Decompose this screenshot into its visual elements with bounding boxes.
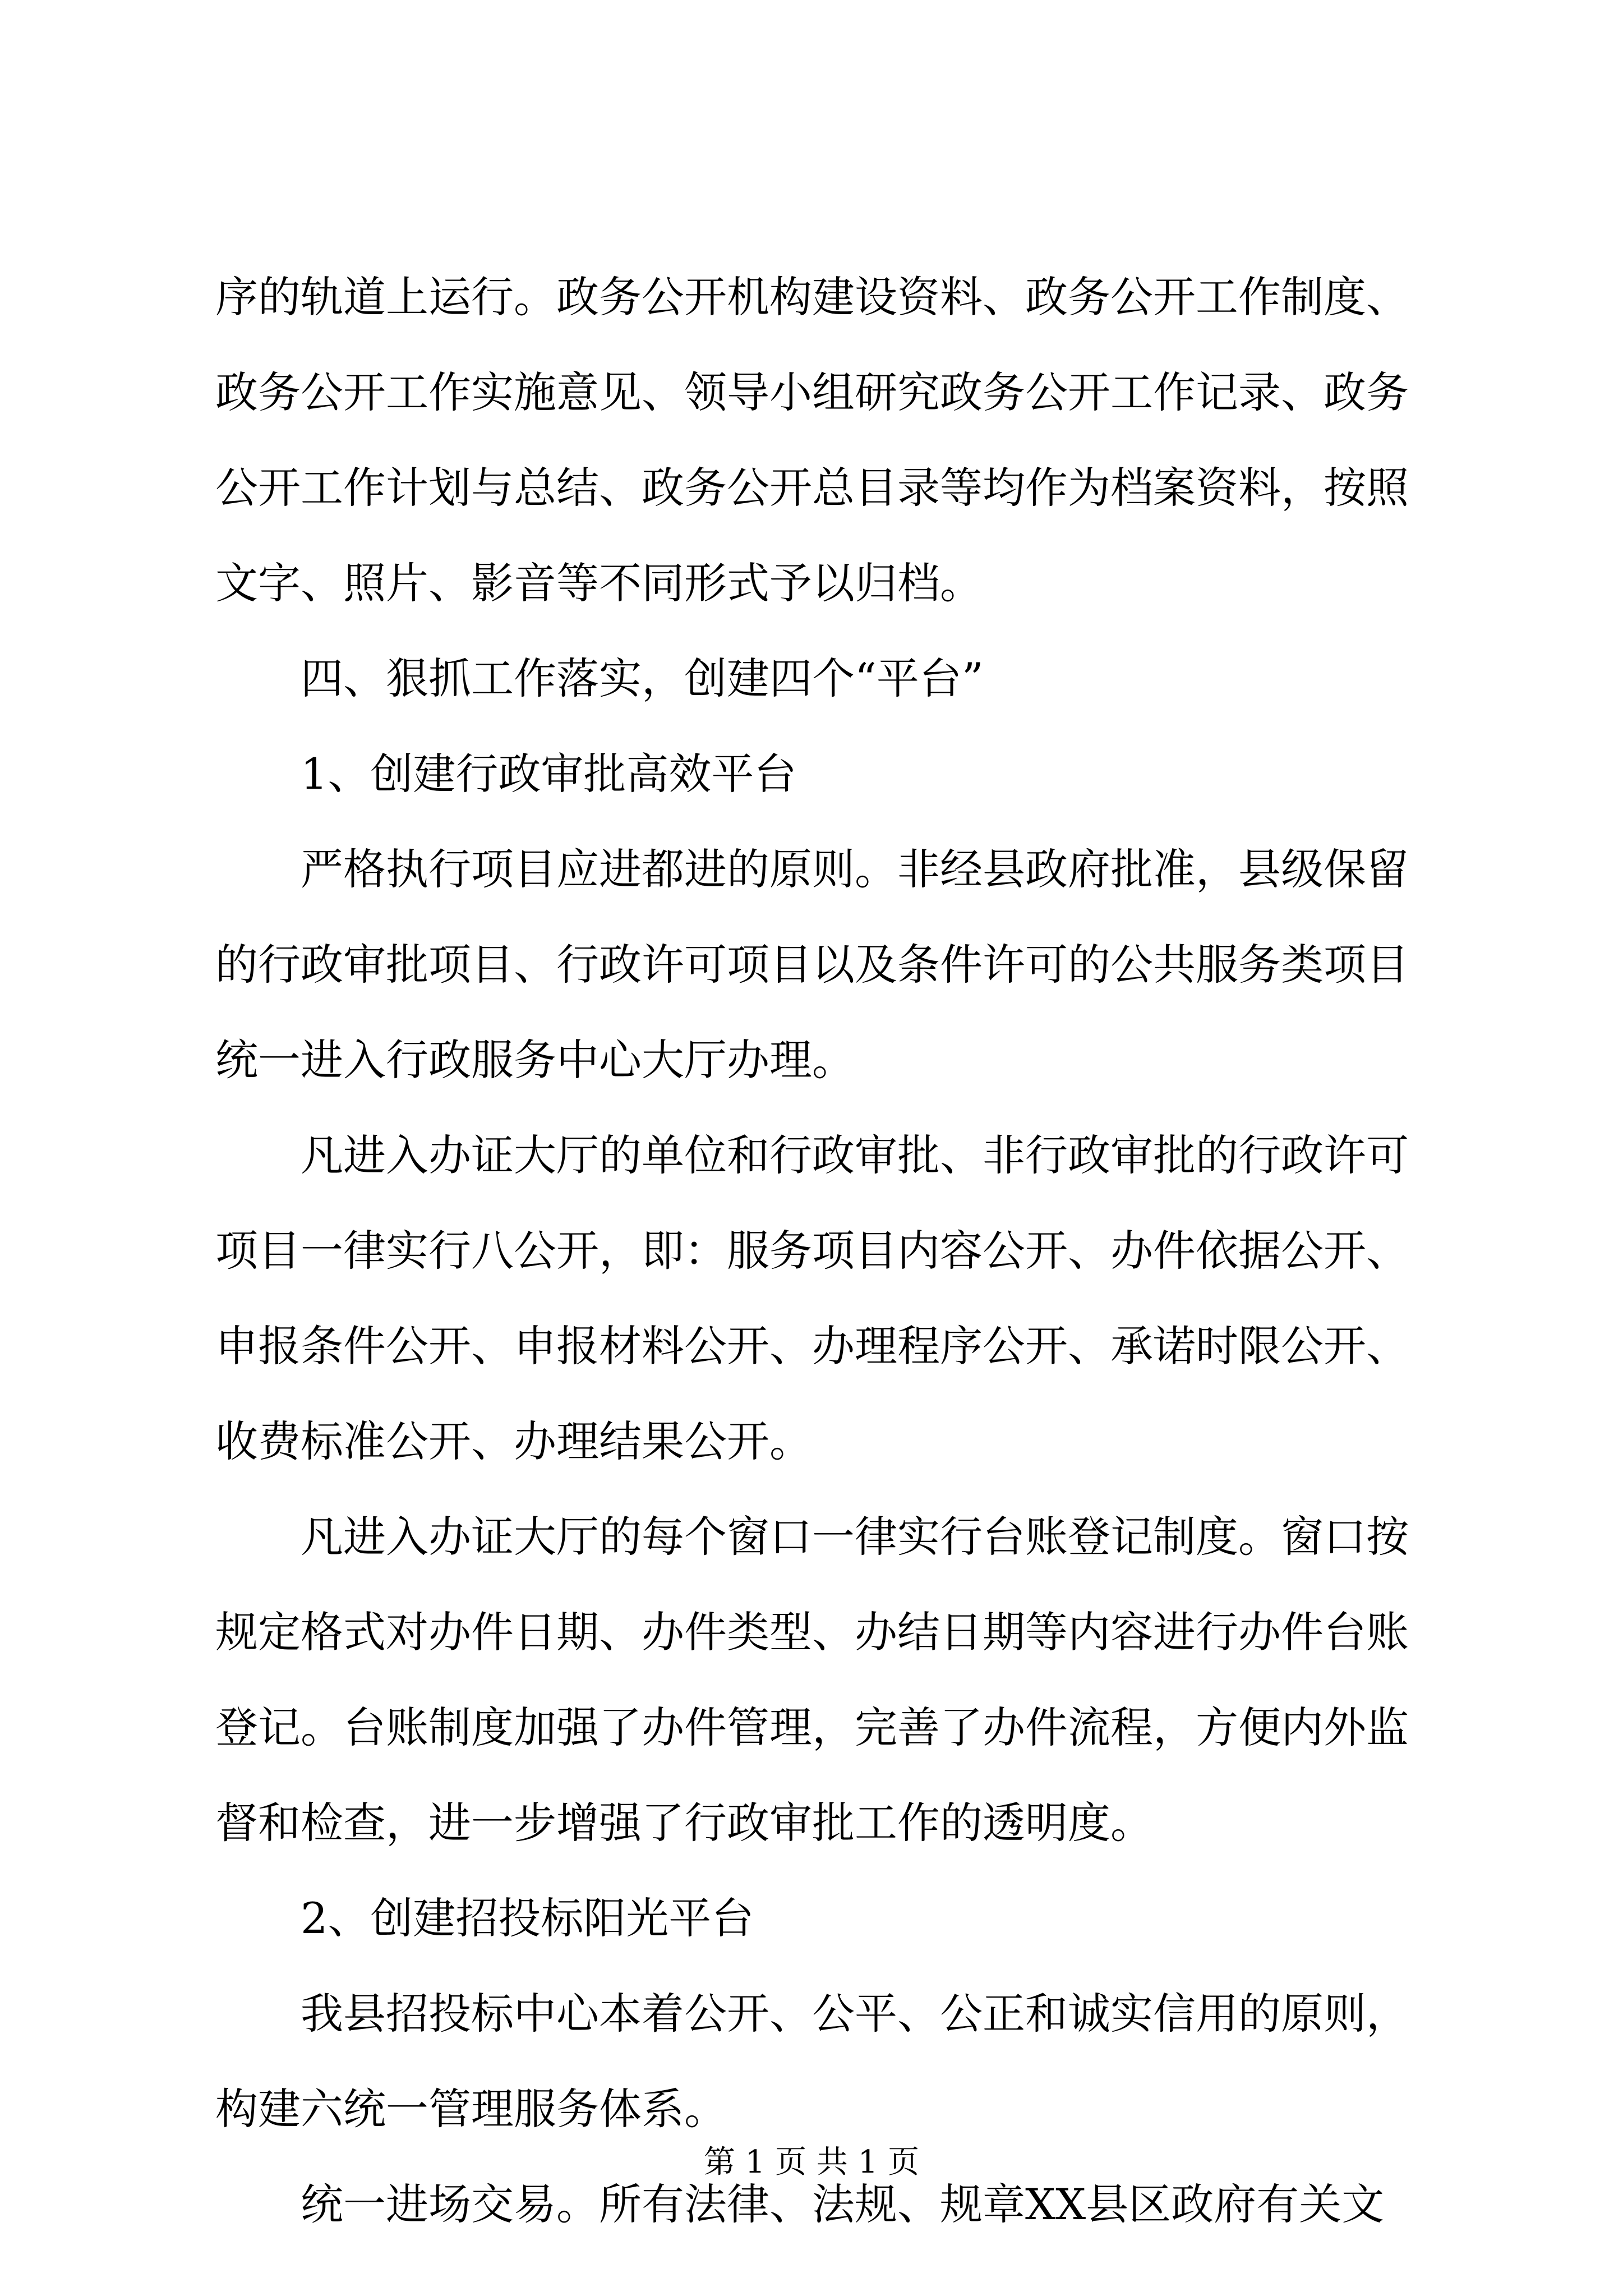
- section-heading: 四、狠抓工作落实，创建四个“平台”: [301, 654, 984, 703]
- text-line: 规定格式对办件日期、办件类型、办结日期等内容进行办件台账: [215, 1607, 1409, 1657]
- text-line: 申报条件公开、申报材料公开、办理程序公开、承诺时限公开、: [215, 1321, 1409, 1371]
- text-line: 构建六统一管理服务体系。: [215, 2084, 727, 2134]
- text-line: 序的轨道上运行。政务公开机构建设资料、政务公开工作制度、: [215, 272, 1409, 322]
- text-line: 文字、照片、影音等不同形式予以归档。: [215, 558, 983, 608]
- page-footer: 第 1 页 共 1 页: [703, 2144, 920, 2180]
- text-line: 的行政审批项目、行政许可项目以及条件许可的公共服务类项目: [215, 940, 1409, 990]
- text-line: 凡进入办证大厅的每个窗口一律实行台账登记制度。窗口按: [301, 1512, 1409, 1562]
- text-line: 收费标准公开、办理结果公开。: [215, 1416, 812, 1466]
- text-line: 严格执行项目应进都进的原则。非经县政府批准，县级保留: [301, 844, 1409, 894]
- subsection-heading: 1、创建行政审批高效平台: [301, 749, 797, 799]
- text-line: 公开工作计划与总结、政务公开总目录等均作为档案资料，按照: [215, 463, 1409, 513]
- text-line: 我县招投标中心本着公开、公平、公正和诚实信用的原则，: [301, 1989, 1409, 2039]
- text-line: 督和检查，进一步增强了行政审批工作的透明度。: [215, 1798, 1153, 1848]
- text-line: 统一进场交易。所有法律、法规、规章XX县区政府有关文: [301, 2179, 1385, 2229]
- text-line: 登记。台账制度加强了办件管理，完善了办件流程，方便内外监: [215, 1703, 1409, 1752]
- text-line: 项目一律实行八公开，即：服务项目内容公开、办件依据公开、: [215, 1226, 1409, 1276]
- text-line: 凡进入办证大厅的单位和行政审批、非行政审批的行政许可: [301, 1130, 1409, 1180]
- text-line: 统一进入行政服务中心大厅办理。: [215, 1035, 855, 1085]
- text-line: 政务公开工作实施意见、领导小组研究政务公开工作记录、政务: [215, 367, 1409, 417]
- subsection-heading: 2、创建招投标阳光平台: [301, 1893, 754, 1943]
